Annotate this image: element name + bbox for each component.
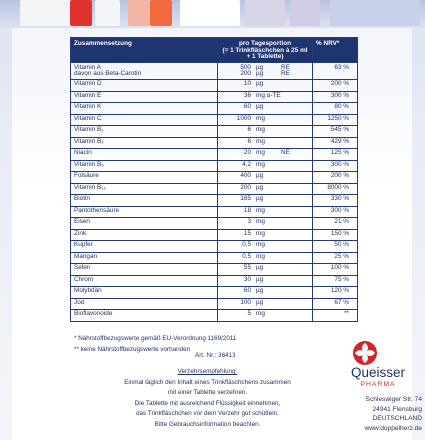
amount-cell xyxy=(218,80,313,92)
nutrient-name-cell xyxy=(71,149,218,161)
amount-equivalent xyxy=(281,311,301,318)
amount-cell xyxy=(218,252,313,264)
nutrient-name-cell xyxy=(71,172,218,184)
amount-cell xyxy=(218,183,313,195)
amount-cell xyxy=(218,264,313,276)
nutrient-name: Mangan xyxy=(74,252,98,260)
amount-line xyxy=(221,311,309,318)
table-row xyxy=(71,241,358,253)
nrv-value: 300 % xyxy=(313,160,358,172)
amount-value: 6 xyxy=(247,126,251,134)
usage-line: Einmal täglich den Inhalt eines Trinkfläschchens zusammen xyxy=(124,378,291,386)
brand-subtitle: PHARMA xyxy=(360,381,396,388)
amount-value: 18 xyxy=(243,206,251,214)
amount-equivalent xyxy=(281,116,301,123)
nutrient-name-cell xyxy=(71,183,218,195)
amount-cell xyxy=(218,63,313,80)
table-row xyxy=(71,310,358,322)
nrv-value: 429 % xyxy=(313,137,358,149)
amount-value: 400 xyxy=(240,172,251,180)
amount-equivalent xyxy=(281,81,301,88)
amount-unit: mg xyxy=(256,114,265,122)
amount-value: 200 xyxy=(240,183,251,191)
nutrient-name-cell xyxy=(71,137,218,149)
table-row xyxy=(71,80,358,92)
amount-unit: µg xyxy=(256,195,264,203)
nutrient-name-cell xyxy=(71,241,218,253)
nrv-value: ** xyxy=(313,310,358,322)
nutrient-name: Vitamin E xyxy=(74,91,102,99)
nutrient-name: Zink xyxy=(74,229,87,237)
amount-value: 15 xyxy=(243,229,251,237)
amount-line xyxy=(221,173,309,180)
nrv-value: 100 % xyxy=(313,264,358,276)
amount-line xyxy=(221,242,309,249)
amount-equivalent xyxy=(281,173,301,180)
nutrient-subname: davon aus Beta-Carotin xyxy=(74,70,142,78)
package-top-strip xyxy=(0,0,425,30)
table-body xyxy=(71,63,358,321)
nutrient-name-cell xyxy=(71,206,218,218)
nrv-value: 120 % xyxy=(313,287,358,299)
amount-line xyxy=(221,277,309,284)
amount-value: 165 xyxy=(240,195,251,203)
amount-value: 10 xyxy=(243,80,251,88)
footnote-no-nrv: ** keine Nährstoffbezugswerte vorhanden xyxy=(74,346,191,353)
amount-line xyxy=(221,300,309,307)
table-row xyxy=(71,206,358,218)
usage-recommendation xyxy=(100,367,315,430)
amount-unit: µg xyxy=(256,183,264,191)
usage-line: mit einer Tablette verzehren. xyxy=(167,389,248,396)
website-url: www.doppelherz.de xyxy=(364,424,422,432)
nrv-value: 21 % xyxy=(313,218,358,230)
amount-value: 5 xyxy=(247,310,251,318)
amount-line xyxy=(221,219,309,226)
nutrient-name-cell xyxy=(71,252,218,264)
amount-line xyxy=(221,162,309,169)
table-row xyxy=(71,183,358,195)
nutrient-name: Biotin xyxy=(74,195,90,203)
nutrient-name-cell xyxy=(71,126,218,138)
amount-value: 500 xyxy=(240,63,251,71)
amount-unit: mg xyxy=(256,218,265,226)
amount-equivalent xyxy=(281,219,301,226)
table-row xyxy=(71,149,358,161)
amount-line xyxy=(221,71,309,78)
nutrient-name-cell xyxy=(71,264,218,276)
nutrient-name: Selen xyxy=(74,264,91,272)
nutrient-name-cell xyxy=(71,80,218,92)
nutrient-name: Vitamin B₁ xyxy=(74,126,104,134)
amount-unit: mg α-TE xyxy=(256,91,281,99)
nrv-value: 67 % xyxy=(313,298,358,310)
nutrient-name-cell xyxy=(71,229,218,241)
usage-line: Bitte Gebrauchsinformation beachten. xyxy=(154,420,261,428)
amount-unit: µg xyxy=(256,103,264,111)
amount-value: 30 xyxy=(243,275,251,283)
nutrient-name: Folsäure xyxy=(74,172,99,180)
table-header-row xyxy=(71,38,358,63)
nutrient-name: Jod xyxy=(74,298,85,306)
amount-unit: µg xyxy=(256,287,264,295)
table-row xyxy=(71,63,358,80)
queisser-cross-logo-icon xyxy=(352,340,378,366)
amount-unit: mg xyxy=(256,126,265,134)
nutrient-name-cell xyxy=(71,63,218,80)
amount-line xyxy=(221,231,309,238)
column-header-nrv: % NRV* xyxy=(313,38,358,63)
nutrient-name-cell xyxy=(71,287,218,299)
table-row xyxy=(71,252,358,264)
amount-unit: mg xyxy=(256,149,265,157)
amount-value: 1000 xyxy=(236,114,251,122)
amount-line xyxy=(221,288,309,295)
amount-cell xyxy=(218,275,313,287)
amount-unit: mg xyxy=(256,206,265,214)
amount-value: 4,2 xyxy=(242,160,251,168)
amount-equivalent xyxy=(281,104,301,111)
table-row xyxy=(71,298,358,310)
nutrient-name: Vitamin K xyxy=(74,103,102,111)
nutrient-name: Pantothensäure xyxy=(74,206,120,214)
amount-equivalent: NE xyxy=(281,149,290,157)
nrv-value: 300 % xyxy=(313,91,358,103)
amount-equivalent xyxy=(281,208,301,215)
amount-line xyxy=(221,185,309,192)
amount-cell xyxy=(218,114,313,126)
amount-value: 100 xyxy=(240,298,251,306)
amount-line xyxy=(221,254,309,261)
amount-cell xyxy=(218,137,313,149)
nrv-value: 200 % xyxy=(313,80,358,92)
nrv-value: 1250 % xyxy=(313,114,358,126)
column-header-daily-portion-subtitle: (= 1 Trinkfläschchen à 25 ml + 1 Tablette) xyxy=(222,46,308,61)
amount-unit: µg xyxy=(256,63,264,71)
article-number: Art. Nr.: 36413 xyxy=(195,352,236,359)
amount-value: 3 xyxy=(247,218,251,226)
amount-value: 60 xyxy=(243,287,251,295)
amount-equivalent: RE xyxy=(281,63,290,71)
amount-line xyxy=(221,127,309,134)
table-row xyxy=(71,91,358,103)
table-row xyxy=(71,172,358,184)
nrv-value: 125 % xyxy=(313,149,358,161)
amount-value: 0,5 xyxy=(242,252,251,260)
brand-name: Queisser xyxy=(350,365,406,380)
amount-cell xyxy=(218,195,313,207)
table-row xyxy=(71,195,358,207)
column-header-composition: Zusammensetzung xyxy=(71,38,218,63)
amount-unit: µg xyxy=(256,80,264,88)
amount-line xyxy=(221,65,309,72)
nrv-value: 150 % xyxy=(313,229,358,241)
amount-cell xyxy=(218,287,313,299)
amount-cell xyxy=(218,298,313,310)
amount-line xyxy=(221,196,309,203)
nutrient-name: Bioflavonoide xyxy=(74,310,113,318)
nutrient-name: Vitamin B₁₂ xyxy=(74,183,106,191)
nrv-value: 25 % xyxy=(313,252,358,264)
amount-cell xyxy=(218,160,313,172)
table-row xyxy=(71,264,358,276)
nrv-value: 75 % xyxy=(313,275,358,287)
footnote-nrv: * Nährstoffbezugswerte gemäß EU-Verordnung 1169/2011 xyxy=(74,335,237,342)
table-row xyxy=(71,287,358,299)
amount-equivalent xyxy=(281,300,301,307)
amount-unit: mg xyxy=(256,241,265,249)
nutrient-name: Vitamin B₂ xyxy=(74,137,104,145)
amount-value: 55 xyxy=(243,264,251,272)
nutrition-table xyxy=(70,37,358,322)
table-row xyxy=(71,114,358,126)
amount-equivalent xyxy=(281,277,301,284)
amount-cell xyxy=(218,206,313,218)
amount-equivalent xyxy=(281,127,301,134)
nutrient-name: Vitamin A xyxy=(74,63,101,71)
amount-cell xyxy=(218,218,313,230)
nutrient-name: Chrom xyxy=(74,275,94,283)
nrv-value: 330 % xyxy=(313,195,358,207)
amount-line xyxy=(221,104,309,111)
nrv-value: 50 % xyxy=(313,241,358,253)
usage-line: Die Tablette mit ausreichend Flüssigkeit einnehmen, xyxy=(134,399,281,407)
amount-equivalent xyxy=(281,196,301,203)
amount-cell xyxy=(218,241,313,253)
amount-line xyxy=(221,93,309,100)
amount-cell xyxy=(218,172,313,184)
address-line: Schleswiger Str. 74 xyxy=(365,396,422,403)
nutrient-name-cell xyxy=(71,218,218,230)
amount-value: 20 xyxy=(243,149,251,157)
address-line: 24941 Flensburg xyxy=(372,405,422,413)
amount-cell xyxy=(218,126,313,138)
nutrient-name: Vitamin B₆ xyxy=(74,160,104,168)
amount-value: 60 xyxy=(243,103,251,111)
nutrient-name: Kupfer xyxy=(74,241,93,249)
nrv-value: 80 % xyxy=(313,103,358,115)
table-row xyxy=(71,160,358,172)
amount-unit: mg xyxy=(256,229,265,237)
nrv-value: 545 % xyxy=(313,126,358,138)
amount-unit: µg xyxy=(256,275,264,283)
amount-equivalent xyxy=(281,93,301,100)
amount-cell xyxy=(218,310,313,322)
amount-unit: µg xyxy=(256,264,264,272)
column-header-daily-portion xyxy=(218,38,313,63)
table-row xyxy=(71,103,358,115)
nutrient-name-cell xyxy=(71,298,218,310)
amount-unit: mg xyxy=(256,137,265,145)
amount-unit: µg xyxy=(256,70,264,78)
amount-value: 6 xyxy=(247,137,251,145)
nrv-value: 8000 % xyxy=(313,183,358,195)
company-address xyxy=(330,395,422,433)
nrv-value: 63 % xyxy=(313,63,358,80)
amount-line xyxy=(221,265,309,272)
nutrient-name: Eisen xyxy=(74,218,90,226)
amount-unit: mg xyxy=(256,310,265,318)
amount-cell xyxy=(218,229,313,241)
amount-unit: µg xyxy=(256,298,264,306)
nrv-value: 200 % xyxy=(313,172,358,184)
table-row xyxy=(71,229,358,241)
amount-line xyxy=(221,150,309,157)
amount-line xyxy=(221,208,309,215)
amount-equivalent xyxy=(281,185,301,192)
amount-equivalent xyxy=(281,265,301,272)
amount-line xyxy=(221,116,309,123)
usage-line: das Trinkfläschchen vor dem Verzehr gut schütteln. xyxy=(136,410,279,417)
nutrient-name-cell xyxy=(71,103,218,115)
amount-cell xyxy=(218,91,313,103)
amount-unit: µg xyxy=(256,172,264,180)
amount-unit: mg xyxy=(256,160,265,168)
table-row xyxy=(71,275,358,287)
nutrient-name: Niacin xyxy=(74,149,92,157)
amount-equivalent xyxy=(281,231,301,238)
nutrient-name-cell xyxy=(71,160,218,172)
nutrient-name-cell xyxy=(71,114,218,126)
amount-equivalent xyxy=(281,242,301,249)
nutrient-name: Vitamin D xyxy=(74,80,102,88)
amount-line xyxy=(221,139,309,146)
amount-equivalent xyxy=(281,288,301,295)
amount-cell xyxy=(218,149,313,161)
table-row xyxy=(71,137,358,149)
nutrient-name-cell xyxy=(71,310,218,322)
amount-unit: mg xyxy=(256,252,265,260)
amount-line xyxy=(221,81,309,88)
nutrient-name-cell xyxy=(71,275,218,287)
nrv-value: 300 % xyxy=(313,206,358,218)
amount-cell xyxy=(218,103,313,115)
amount-equivalent: RE xyxy=(281,70,290,78)
nutrient-name-cell xyxy=(71,91,218,103)
nutrient-name-cell xyxy=(71,195,218,207)
amount-value: 200 xyxy=(240,70,251,78)
usage-heading: Verzehrsempfehlung: xyxy=(177,368,238,375)
amount-equivalent xyxy=(281,254,301,261)
table-row xyxy=(71,126,358,138)
column-header-daily-portion-title: pro Tagesportion xyxy=(238,40,292,47)
address-line: DEUTSCHLAND xyxy=(372,415,422,422)
nutrient-name: Molybdän xyxy=(74,287,102,295)
table-row xyxy=(71,218,358,230)
amount-value: 0,5 xyxy=(242,241,251,249)
nutrient-name: Vitamin C xyxy=(74,114,102,122)
amount-equivalent xyxy=(281,162,301,169)
amount-value: 36 xyxy=(243,91,251,99)
amount-equivalent xyxy=(281,139,301,146)
